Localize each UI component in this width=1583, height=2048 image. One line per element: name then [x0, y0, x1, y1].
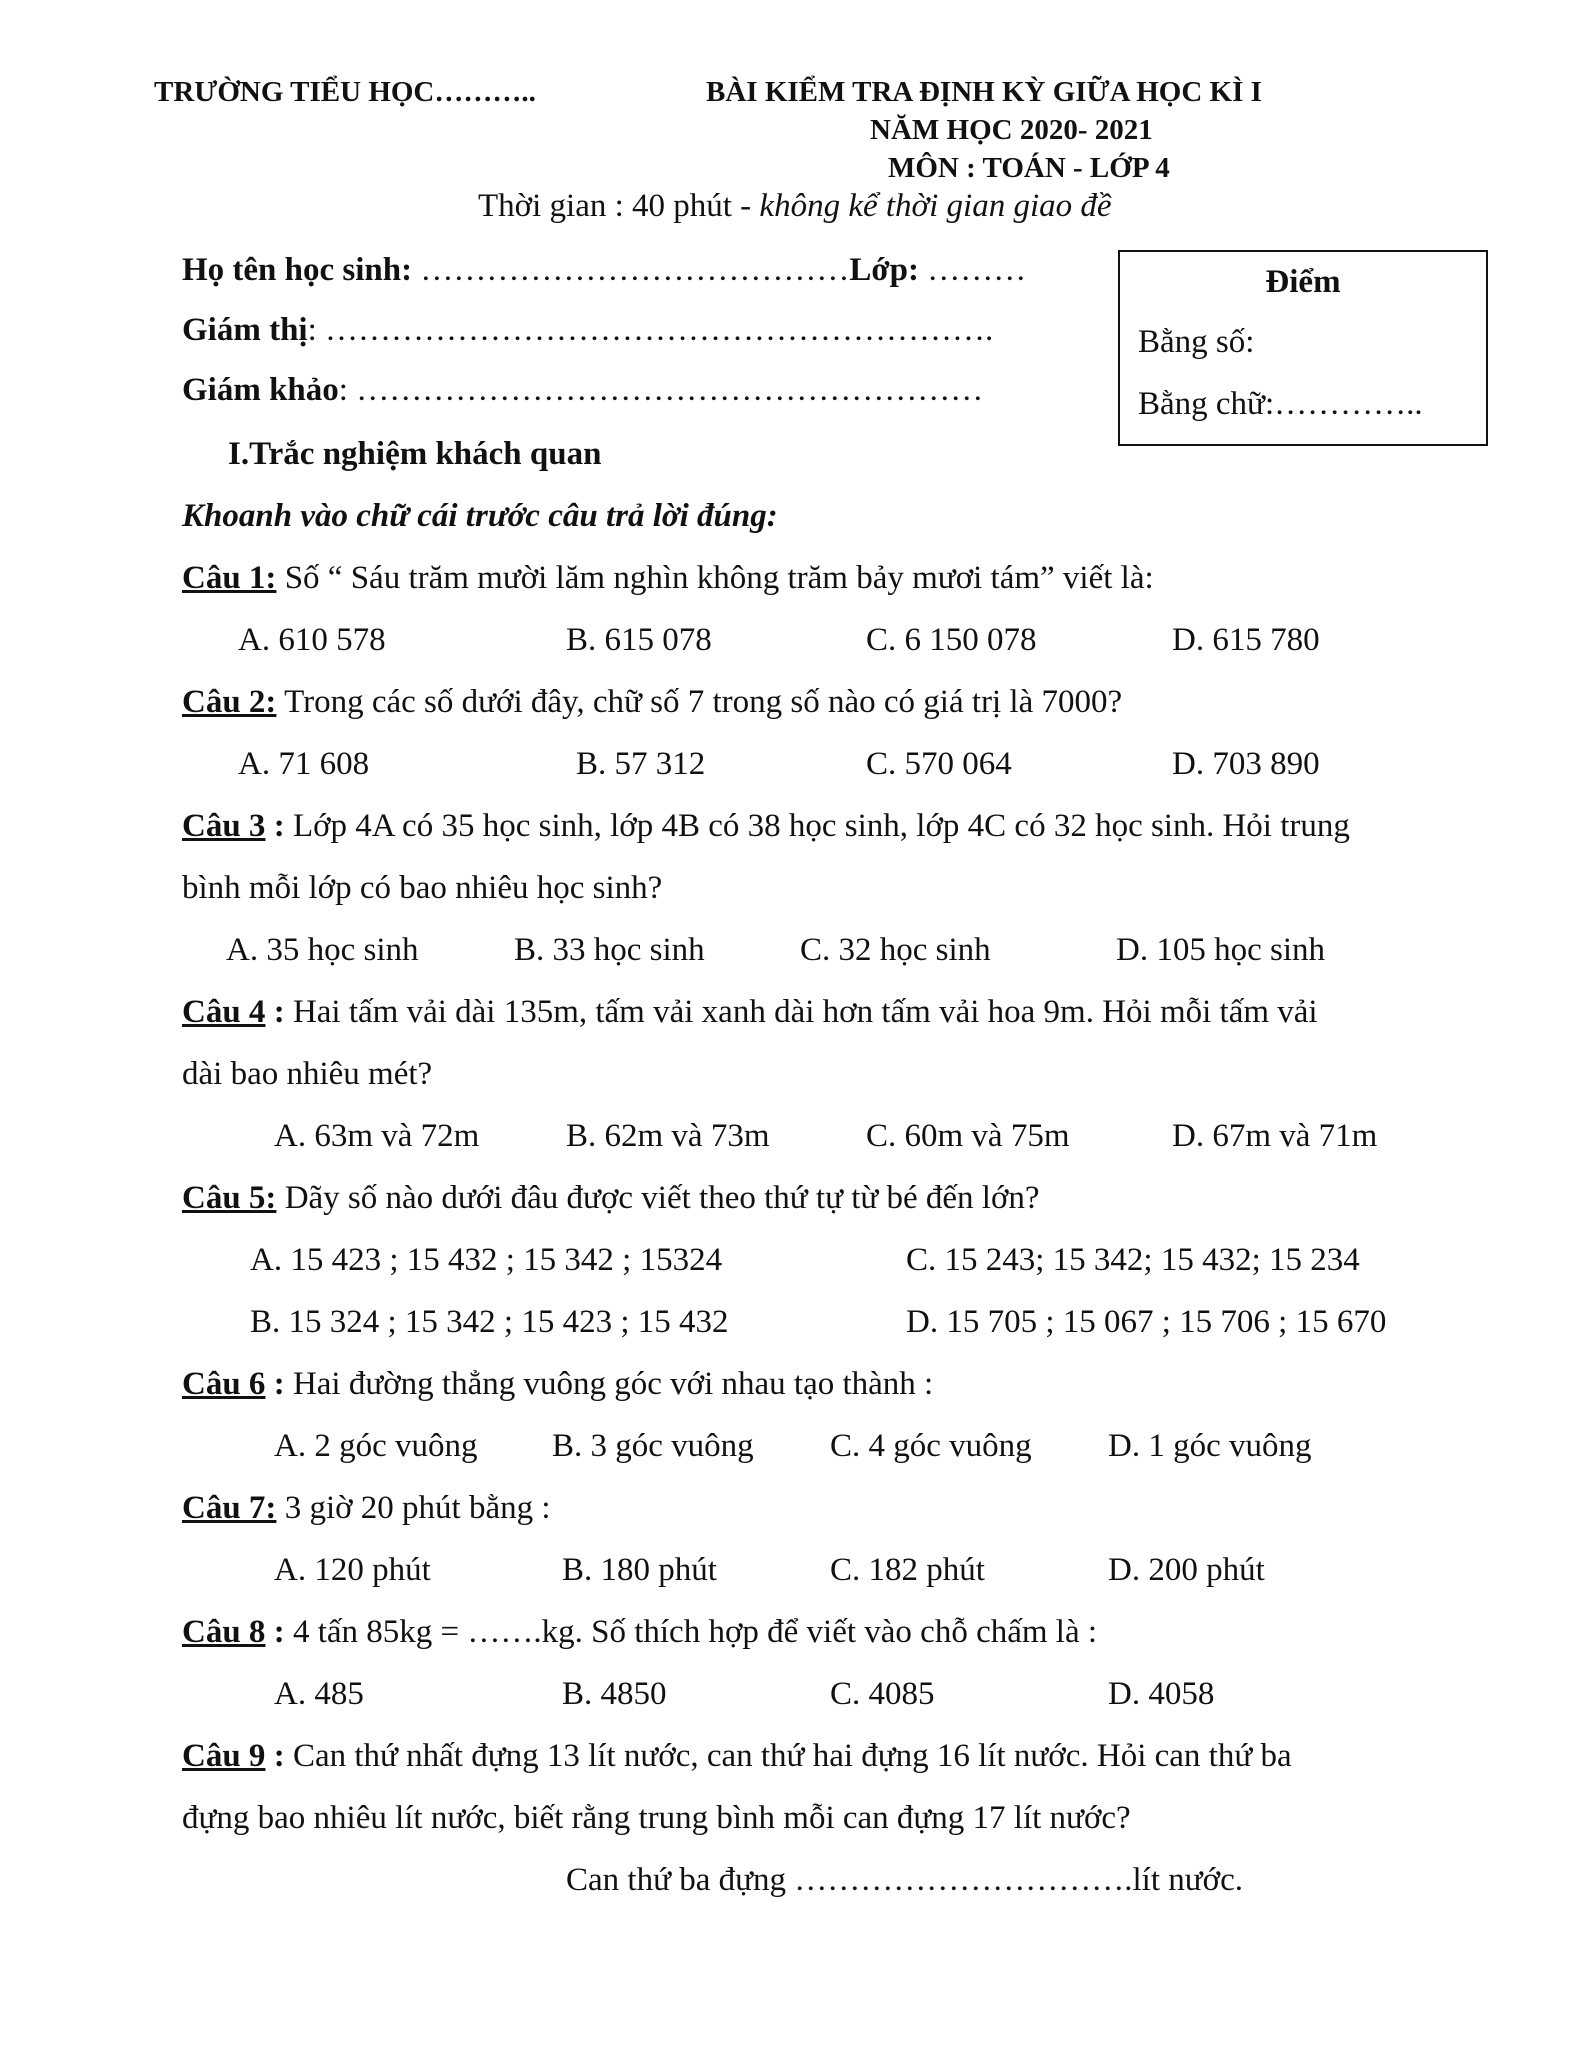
q1-option-c[interactable]: C. 6 150 078 [866, 622, 1037, 658]
question-text: Hai tấm vải dài 135m, tấm vải xanh dài hơn tấm vải hoa 9m. Hỏi mỗi tấm vải [292, 994, 1318, 1030]
question-8 [182, 1614, 1097, 1651]
question-3-cont: bình mỗi lớp có bao nhiêu học sinh? [182, 870, 663, 906]
question-label: Câu 1: [182, 560, 277, 596]
question-text: Số “ Sáu trăm mười lăm nghìn không trăm bảy mươi tám” viết là: [276, 560, 1154, 596]
q4-option-d[interactable]: D. 67m và 71m [1172, 1118, 1378, 1154]
q8-option-c[interactable]: C. 4085 [830, 1676, 935, 1712]
question-text: 3 giờ 20 phút bằng : [276, 1490, 551, 1526]
q7-option-d[interactable]: D. 200 phút [1108, 1552, 1265, 1588]
q3-option-a[interactable]: A. 35 học sinh [226, 932, 419, 968]
q3-option-b[interactable]: B. 33 học sinh [514, 932, 705, 968]
q7-option-c[interactable]: C. 182 phút [830, 1552, 985, 1588]
q5-option-d[interactable]: D. 15 705 ; 15 067 ; 15 706 ; 15 670 [906, 1304, 1387, 1340]
score-title: Điểm [1265, 264, 1341, 300]
time-prefix: Thời gian : 40 phút - [478, 188, 760, 224]
question-label: Câu 7: [182, 1490, 277, 1526]
question-6 [182, 1366, 933, 1403]
q5-option-a[interactable]: A. 15 423 ; 15 432 ; 15 342 ; 15324 [250, 1242, 723, 1278]
student-name-field[interactable]: ………………………………… [412, 252, 850, 288]
q6-option-a[interactable]: A. 2 góc vuông [274, 1428, 478, 1464]
q4-option-c[interactable]: C. 60m và 75m [866, 1118, 1070, 1154]
question-text: Can thứ nhất đựng 13 lít nước, can thứ hai đựng 16 lít nước. Hỏi can thứ ba [292, 1738, 1292, 1774]
class-field[interactable]: ……… [919, 252, 1027, 288]
time-note: không kể thời gian giao đề [759, 188, 1112, 224]
q2-option-c[interactable]: C. 570 064 [866, 746, 1012, 782]
q6-option-b[interactable]: B. 3 góc vuông [552, 1428, 754, 1464]
question-3 [182, 808, 1350, 845]
question-label: Câu 4 [182, 994, 266, 1030]
q6-option-d[interactable]: D. 1 góc vuông [1108, 1428, 1312, 1464]
question-9-cont: đựng bao nhiêu lít nước, biết rằng trung bình mỗi can đựng 17 lít nước? [182, 1800, 1131, 1836]
question-label: Câu 3 [182, 808, 266, 844]
q1-option-d[interactable]: D. 615 780 [1172, 622, 1320, 658]
q4-option-b[interactable]: B. 62m và 73m [566, 1118, 770, 1154]
question-text: Lớp 4A có 35 học sinh, lớp 4B có 38 học sinh, lớp 4C có 32 học sinh. Hỏi trung [292, 808, 1350, 844]
question-text: Trong các số dưới đây, chữ số 7 trong số nào có giá trị là 7000? [276, 684, 1123, 720]
proctor-line [182, 312, 993, 349]
q8-option-b[interactable]: B. 4850 [562, 1676, 667, 1712]
score-box [1118, 250, 1488, 446]
q7-option-a[interactable]: A. 120 phút [274, 1552, 431, 1588]
question-label: Câu 2: [182, 684, 277, 720]
student-name-label: Họ tên học sinh: [182, 252, 413, 288]
question-7 [182, 1490, 551, 1527]
score-by-number[interactable]: Bằng số: [1138, 324, 1255, 360]
question-2 [182, 684, 1122, 721]
question-text: Hai đường thẳng vuông góc với nhau tạo thành : [292, 1366, 934, 1402]
q3-option-d[interactable]: D. 105 học sinh [1116, 932, 1325, 968]
question-label: Câu 6 [182, 1366, 266, 1402]
question-sep: : [265, 808, 293, 844]
q2-option-b[interactable]: B. 57 312 [576, 746, 706, 782]
question-label: Câu 9 [182, 1738, 266, 1774]
grader-label: Giám khảo [182, 372, 339, 408]
question-sep: : [265, 1614, 293, 1650]
q6-option-c[interactable]: C. 4 góc vuông [830, 1428, 1032, 1464]
question-label: Câu 5: [182, 1180, 277, 1216]
q8-option-a[interactable]: A. 485 [274, 1676, 364, 1712]
subject-line: MÔN : TOÁN - LỚP 4 [888, 152, 1170, 184]
q5-option-b[interactable]: B. 15 324 ; 15 342 ; 15 423 ; 15 432 [250, 1304, 729, 1340]
grader-field[interactable]: : ………………………………………………… [338, 372, 984, 408]
time-line [478, 188, 1112, 225]
school-name: TRƯỜNG TIỂU HỌC……….. [154, 76, 536, 108]
exam-title: BÀI KIỂM TRA ĐỊNH KỲ GIỮA HỌC KÌ I [706, 76, 1262, 108]
school-year: NĂM HỌC 2020- 2021 [870, 114, 1153, 146]
question-5 [182, 1180, 1040, 1217]
question-1 [182, 560, 1154, 597]
q4-option-a[interactable]: A. 63m và 72m [274, 1118, 480, 1154]
q8-option-d[interactable]: D. 4058 [1108, 1676, 1215, 1712]
question-label: Câu 8 [182, 1614, 266, 1650]
q1-option-a[interactable]: A. 610 578 [238, 622, 386, 658]
q5-option-c[interactable]: C. 15 243; 15 342; 15 432; 15 234 [906, 1242, 1360, 1278]
class-label: Lớp: [849, 252, 920, 288]
question-text: Dãy số nào dưới đâu được viết theo thứ tự từ bé đến lớn? [276, 1180, 1040, 1216]
section-title: I.Trắc nghiệm khách quan [228, 436, 602, 472]
proctor-label: Giám thị [182, 312, 308, 348]
q1-option-b[interactable]: B. 615 078 [566, 622, 712, 658]
question-4-cont: dài bao nhiêu mét? [182, 1056, 433, 1092]
question-sep: : [265, 1366, 293, 1402]
q2-option-d[interactable]: D. 703 890 [1172, 746, 1320, 782]
question-text: 4 tấn 85kg = …….kg. Số thích hợp để viết vào chỗ chấm là : [292, 1614, 1098, 1650]
q2-option-a[interactable]: A. 71 608 [238, 746, 370, 782]
question-9 [182, 1738, 1292, 1775]
q7-option-b[interactable]: B. 180 phút [562, 1552, 717, 1588]
question-4 [182, 994, 1318, 1031]
q9-answer-line[interactable]: Can thứ ba đựng ………………………….lít nước. [566, 1862, 1243, 1898]
proctor-field[interactable]: : ……………………………………………………. [307, 312, 994, 348]
score-by-words[interactable]: Bằng chữ:………….. [1138, 386, 1423, 422]
grader-line [182, 372, 983, 409]
student-name-line [182, 252, 1026, 289]
q3-option-c[interactable]: C. 32 học sinh [800, 932, 991, 968]
question-sep: : [265, 994, 293, 1030]
question-sep: : [265, 1738, 293, 1774]
section-instruction: Khoanh vào chữ cái trước câu trả lời đúng: [182, 498, 778, 534]
